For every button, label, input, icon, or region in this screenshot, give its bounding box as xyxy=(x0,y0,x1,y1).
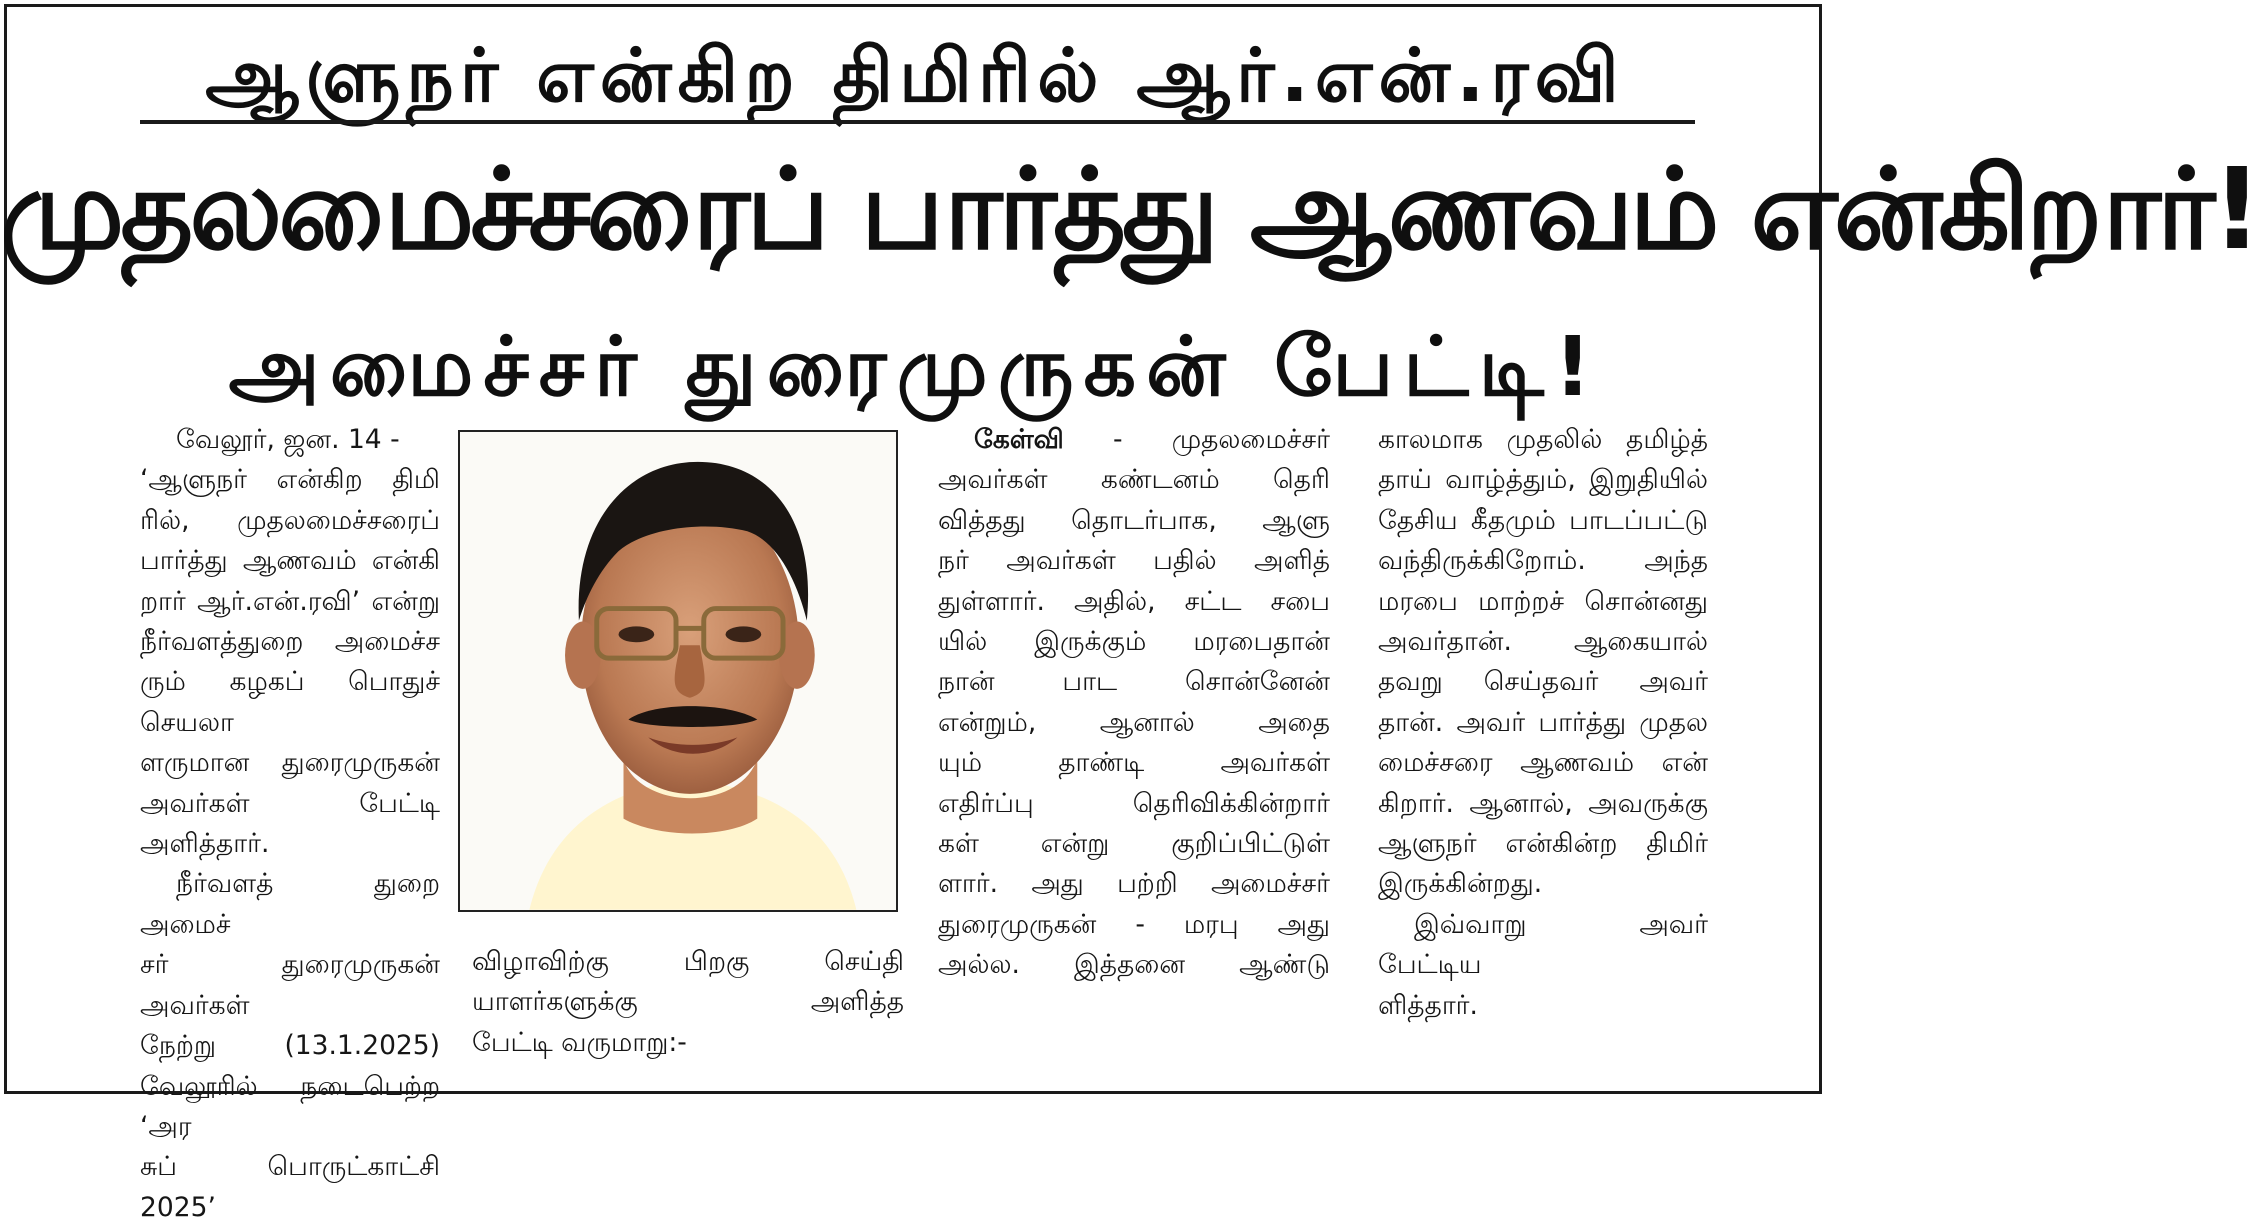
col1-line: நேற்று (13.1.2025) xyxy=(140,1030,440,1062)
col4-line: தேசிய கீதமும் பாடப்பட்டு xyxy=(1378,504,1708,536)
col2-line: யாளர்களுக்கு அளித்த xyxy=(472,986,904,1018)
headline-sub: அமைச்சர் துரைமுருகன் பேட்டி! xyxy=(228,320,1602,415)
col1-line: அவர்கள் பேட்டி அளித்தார். xyxy=(140,787,440,860)
col4-line: தான். அவர் பார்த்து முதல xyxy=(1378,706,1708,738)
col1-line: நீர்வளத் துறை அமைச் xyxy=(140,868,440,940)
col2-line: விழாவிற்கு பிறகு செய்தி xyxy=(472,946,904,977)
col3-line: என்றும், ஆனால் அதை xyxy=(938,706,1330,738)
question-label: கேள்வி xyxy=(974,424,1064,455)
col1-line: ‘ஆளுநர் என்கிற திமி xyxy=(140,464,440,496)
col3-line: ளார். அது பற்றி அமைச்சர் xyxy=(938,868,1330,900)
portrait-photo-icon xyxy=(460,432,896,910)
col1-line: சுப் பொருட்காட்சி 2025’ xyxy=(140,1151,440,1223)
col4-line: தவறு செய்தவர் அவர் xyxy=(1378,666,1708,698)
col4-line: அவர்தான். ஆகையால் xyxy=(1378,626,1708,658)
col1-line: ரில், முதலமைச்சரைப் xyxy=(140,504,440,536)
column-4 xyxy=(1378,420,1708,1026)
col1-line: சர் துரைமுருகன் அவர்கள் xyxy=(140,949,440,1021)
col4-line: ஆளுநர் என்கின்ற திமிர் xyxy=(1378,828,1708,860)
portrait-photo xyxy=(458,430,898,912)
headline-main: முதலமைச்சரைப் பார்த்து ஆணவம் என்கிறார்! xyxy=(0,145,2259,275)
col4-line: இவ்வாறு அவர் பேட்டிய xyxy=(1378,908,1708,981)
col4-line: வந்திருக்கிறோம். அந்த xyxy=(1378,545,1708,577)
col4-line: ளித்தார். xyxy=(1378,989,1478,1021)
col4-line: மைச்சரை ஆணவம் என் xyxy=(1378,747,1708,779)
col3-line: - முதலமைச்சர் xyxy=(1063,424,1330,455)
col3-line: கள் என்று குறிப்பிட்டுள் xyxy=(938,828,1330,860)
col1-line: வேலூரில் நடைபெற்ற ‘அர xyxy=(140,1070,440,1142)
col4-line: தாய் வாழ்த்தும், இறுதியில் xyxy=(1378,464,1708,496)
column-2 xyxy=(472,942,904,1063)
col3-line: வித்தது தொடர்பாக, ஆளு xyxy=(938,504,1330,536)
headline-rule xyxy=(140,120,1695,124)
col3-line: நான் பாட சொன்னேன் xyxy=(938,666,1330,698)
col4-line: இருக்கின்றது. xyxy=(1378,868,1543,900)
col2-line: பேட்டி வருமாறு:- xyxy=(472,1026,687,1058)
col3-line: துரைமுருகன் - மரபு அது xyxy=(938,908,1330,940)
col4-line: காலமாக முதலில் தமிழ்த் xyxy=(1378,424,1708,455)
headline-kicker: ஆளுநர் என்கிற திமிரில் ஆர்.என்.ரவி xyxy=(205,33,1625,119)
col4-line: மரபை மாற்றச் சொன்னது xyxy=(1378,585,1708,617)
col3-line: அவர்கள் கண்டனம் தெரி xyxy=(938,464,1330,496)
col3-line: நர் அவர்கள் பதில் அளித் xyxy=(938,545,1330,577)
col1-line: பார்த்து ஆணவம் என்கி xyxy=(140,545,440,577)
column-3 xyxy=(938,420,1330,986)
col1-line: றார் ஆர்.என்.ரவி’ என்று xyxy=(140,585,440,617)
col1-line: ளருமான துரைமுருகன் xyxy=(140,747,440,779)
col3-line: துள்ளார். அதில், சட்ட சபை xyxy=(938,585,1330,617)
col4-line: கிறார். ஆனால், அவருக்கு xyxy=(1378,787,1708,819)
col3-line: எதிர்ப்பு தெரிவிக்கின்றார் xyxy=(938,787,1330,819)
col1-line: ரும் கழகப் பொதுச் செயலா xyxy=(140,666,440,738)
col3-line: அல்ல. இத்தனை ஆண்டு xyxy=(938,949,1330,981)
col3-line: யில் இருக்கும் மரபைதான் xyxy=(938,626,1330,658)
dateline: வேலூர், ஜன. 14 - xyxy=(176,424,400,455)
col1-line: நீர்வளத்துறை அமைச்ச xyxy=(140,626,440,658)
col3-line: யும் தாண்டி அவர்கள் xyxy=(938,747,1330,779)
column-1 xyxy=(140,420,440,1228)
